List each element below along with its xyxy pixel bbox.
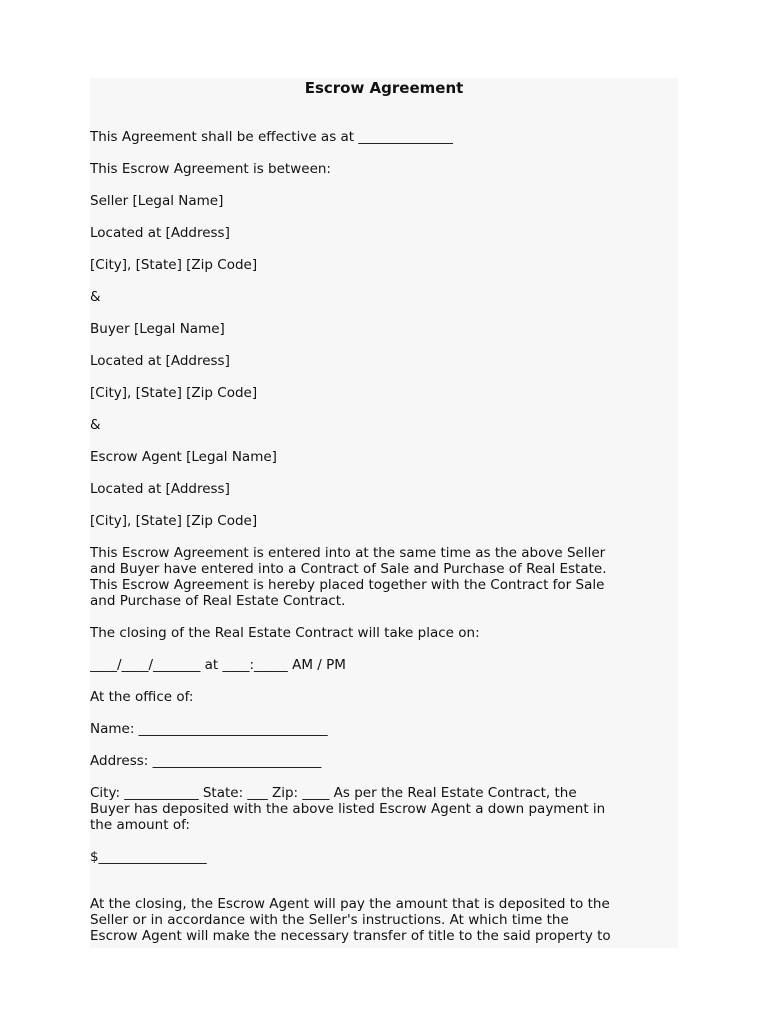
paragraph-line: This Escrow Agreement is hereby placed together with the Contract for Sale bbox=[90, 577, 605, 593]
closing-date-field: ____/____/_______ at ____:_____ AM / PM bbox=[90, 657, 346, 673]
paragraph-line: Seller or in accordance with the Seller's instructions. At which time the bbox=[90, 912, 569, 928]
parties-intro: This Escrow Agreement is between: bbox=[90, 161, 331, 177]
buyer-name: Buyer [Legal Name] bbox=[90, 321, 225, 337]
ampersand-separator: & bbox=[90, 289, 101, 305]
paragraph-line: Buyer has deposited with the above listed Escrow Agent a down payment in bbox=[90, 801, 606, 817]
paragraph-line: This Escrow Agreement is entered into at the same time as the above Seller bbox=[90, 545, 606, 561]
document-page bbox=[90, 78, 678, 948]
seller-address: Located at [Address] bbox=[90, 225, 230, 241]
city-deposit-paragraph bbox=[90, 785, 678, 833]
name-field: Name: ____________________________ bbox=[90, 721, 328, 737]
paragraph-line: and Buyer have entered into a Contract of Sale and Purchase of Real Estate. bbox=[90, 561, 607, 577]
closing-paragraph bbox=[90, 896, 678, 944]
effective-date-line: This Agreement shall be effective as at ______________ bbox=[90, 129, 453, 145]
paragraph-line: and Purchase of Real Estate Contract. bbox=[90, 593, 346, 609]
buyer-address: Located at [Address] bbox=[90, 353, 230, 369]
agent-city: [City], [State] [Zip Code] bbox=[90, 513, 258, 529]
office-of-label: At the office of: bbox=[90, 689, 194, 705]
paragraph-line: At the closing, the Escrow Agent will pay the amount that is deposited to the bbox=[90, 896, 610, 912]
agent-address: Located at [Address] bbox=[90, 481, 230, 497]
seller-city: [City], [State] [Zip Code] bbox=[90, 257, 258, 273]
paragraph-line: City: ___________ State: ___ Zip: ____ As per the Real Estate Contract, the bbox=[90, 785, 577, 801]
buyer-city: [City], [State] [Zip Code] bbox=[90, 385, 258, 401]
ampersand-separator: & bbox=[90, 417, 101, 433]
paragraph-line: the amount of: bbox=[90, 817, 190, 833]
paragraph-line: Escrow Agent will make the necessary transfer of title to the said property to bbox=[90, 928, 611, 944]
intro-paragraph bbox=[90, 545, 678, 609]
address-field: Address: _________________________ bbox=[90, 753, 322, 769]
amount-field: $________________ bbox=[90, 849, 207, 865]
document-title: Escrow Agreement bbox=[304, 79, 464, 97]
seller-name: Seller [Legal Name] bbox=[90, 193, 224, 209]
agent-name: Escrow Agent [Legal Name] bbox=[90, 449, 277, 465]
closing-intro: The closing of the Real Estate Contract will take place on: bbox=[90, 625, 480, 641]
